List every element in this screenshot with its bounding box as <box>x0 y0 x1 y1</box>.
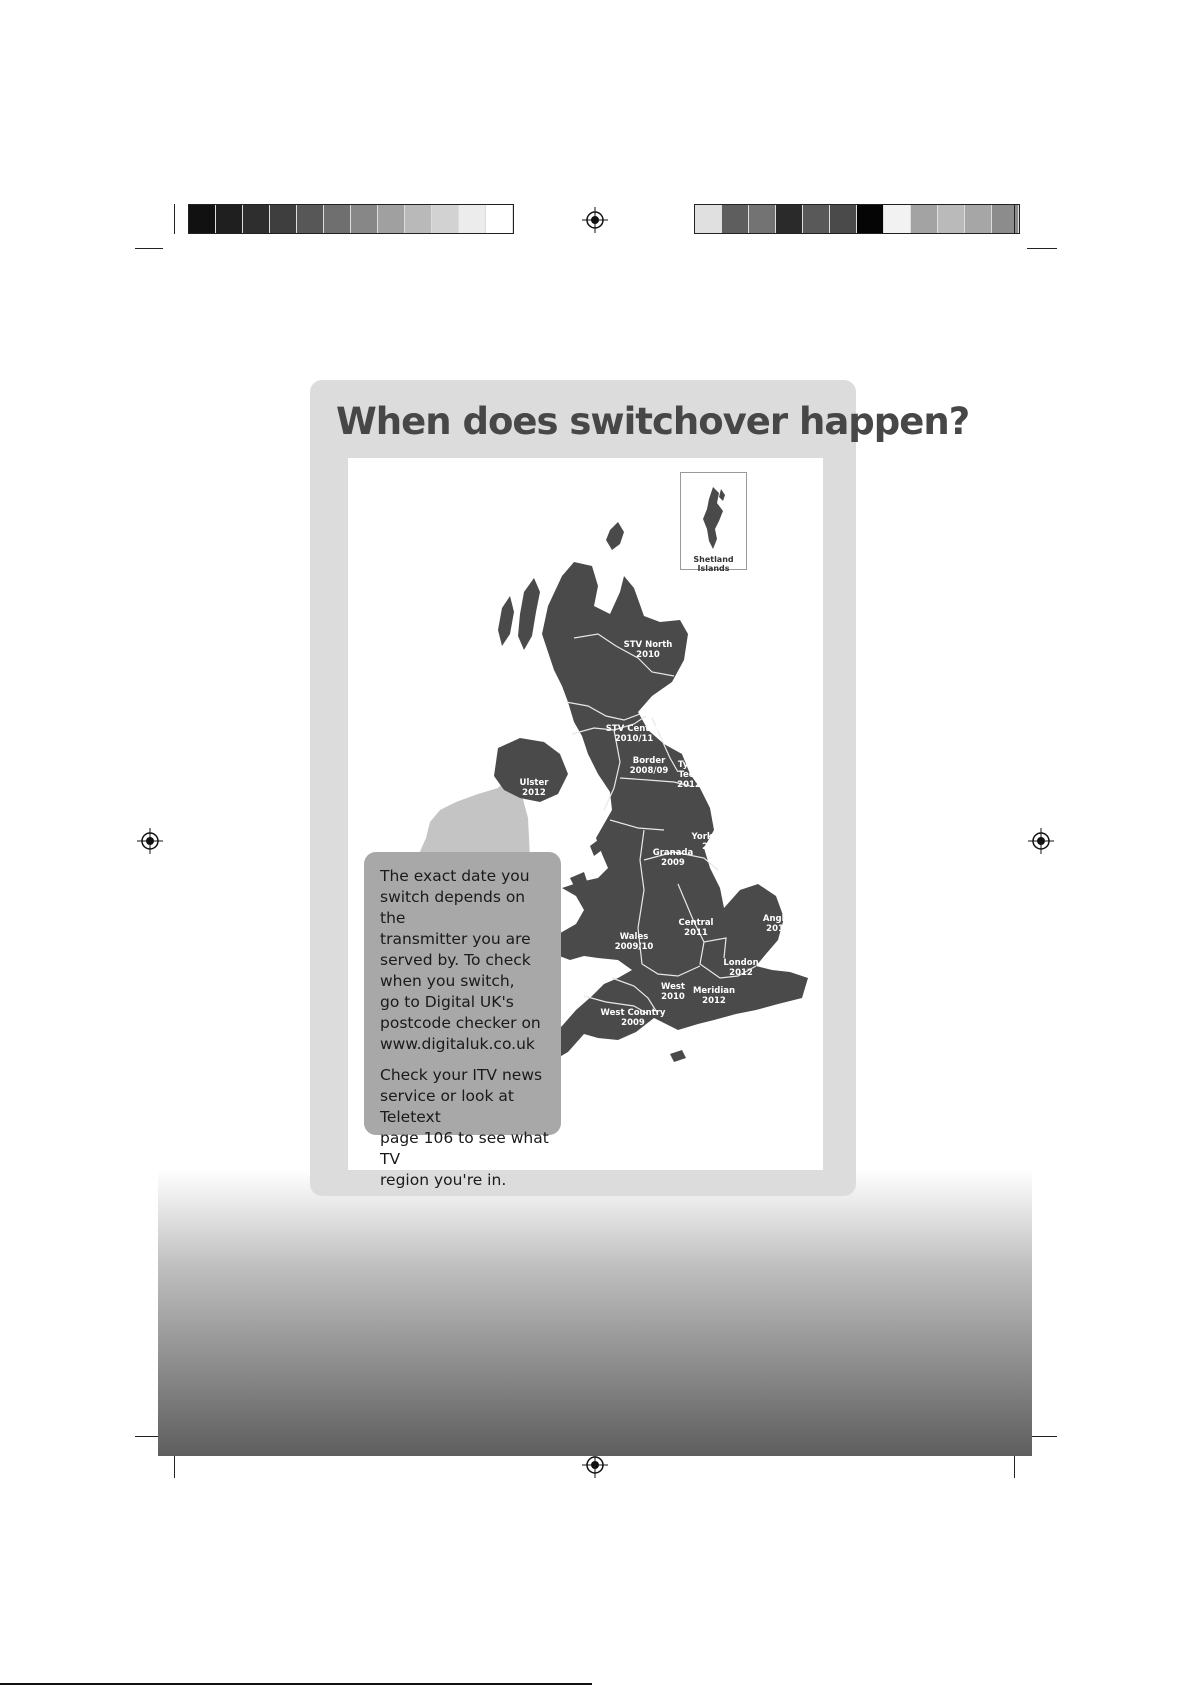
orkney-islands <box>606 522 624 550</box>
color-swatch <box>911 205 938 233</box>
region-label-border: Border 2008/09 <box>629 756 669 776</box>
region-label-granada: Granada 2009 <box>652 848 694 868</box>
color-swatch <box>830 205 857 233</box>
color-bar-left <box>188 204 514 234</box>
region-label-london: London 2012 <box>723 958 759 978</box>
hebrides-islands <box>518 578 540 650</box>
color-swatch <box>749 205 776 233</box>
crop-mark <box>1014 204 1015 234</box>
info-paragraph-2: Check your ITV news service or look at Teletext page 106 to see what TV region you're in. <box>380 1066 549 1189</box>
shetland-inset <box>680 472 747 573</box>
color-swatch <box>459 205 486 233</box>
crop-mark <box>135 248 163 249</box>
region-label-wales: Wales 2009/10 <box>614 932 654 952</box>
color-swatch <box>405 205 432 233</box>
region-label-anglia: Anglia 2011 <box>762 914 794 934</box>
registration-mark-icon <box>137 828 163 854</box>
color-swatch <box>776 205 803 233</box>
color-swatch <box>722 205 749 233</box>
crop-mark <box>1027 248 1057 249</box>
inset-label: Shetland Islands <box>693 555 734 573</box>
color-swatch <box>243 205 270 233</box>
color-swatch <box>297 205 324 233</box>
registration-mark-icon <box>582 207 608 233</box>
color-swatch <box>432 205 459 233</box>
color-swatch <box>270 205 297 233</box>
isle-of-wight <box>670 1050 686 1062</box>
color-swatch <box>857 205 884 233</box>
color-swatch <box>216 205 243 233</box>
page-title: When does switchover happen? <box>336 400 970 443</box>
color-swatch <box>938 205 965 233</box>
color-swatch <box>378 205 405 233</box>
registration-mark-icon <box>1028 828 1054 854</box>
color-bar-right <box>694 204 1020 234</box>
region-label-stv-central: STV Central 2010/11 <box>605 724 663 744</box>
region-label-stv-north: STV North 2010 <box>623 640 673 660</box>
crop-mark <box>174 204 175 234</box>
color-swatch <box>351 205 378 233</box>
background-gradient-band <box>158 1170 1032 1456</box>
region-label-west-country: West Country 2009 <box>600 1008 666 1028</box>
region-label-central: Central 2011 <box>678 918 714 938</box>
color-swatch <box>324 205 351 233</box>
color-swatch <box>803 205 830 233</box>
region-label-tyne-tees: Tyne Tees 2012 <box>677 760 701 790</box>
hebrides-islands <box>498 596 514 646</box>
region-label-ulster: Ulster 2012 <box>519 778 549 798</box>
color-swatch <box>486 205 513 233</box>
color-swatch <box>884 205 911 233</box>
region-label-west: West 2010 <box>661 982 685 1002</box>
info-box <box>364 852 561 1189</box>
region-label-meridian: Meridian 2012 <box>692 986 736 1006</box>
color-swatch <box>695 205 722 233</box>
info-paragraph-1: The exact date you switch depends on the transmitter you are served by. To check when you switch, go to Digital UK's postcode checker on www.digitaluk.co.uk <box>380 867 541 1053</box>
region-label-yorkshire: Yorkshire 2011 <box>691 832 737 852</box>
color-swatch <box>965 205 992 233</box>
shetland-islands-shape <box>699 485 729 553</box>
color-swatch <box>189 205 216 233</box>
